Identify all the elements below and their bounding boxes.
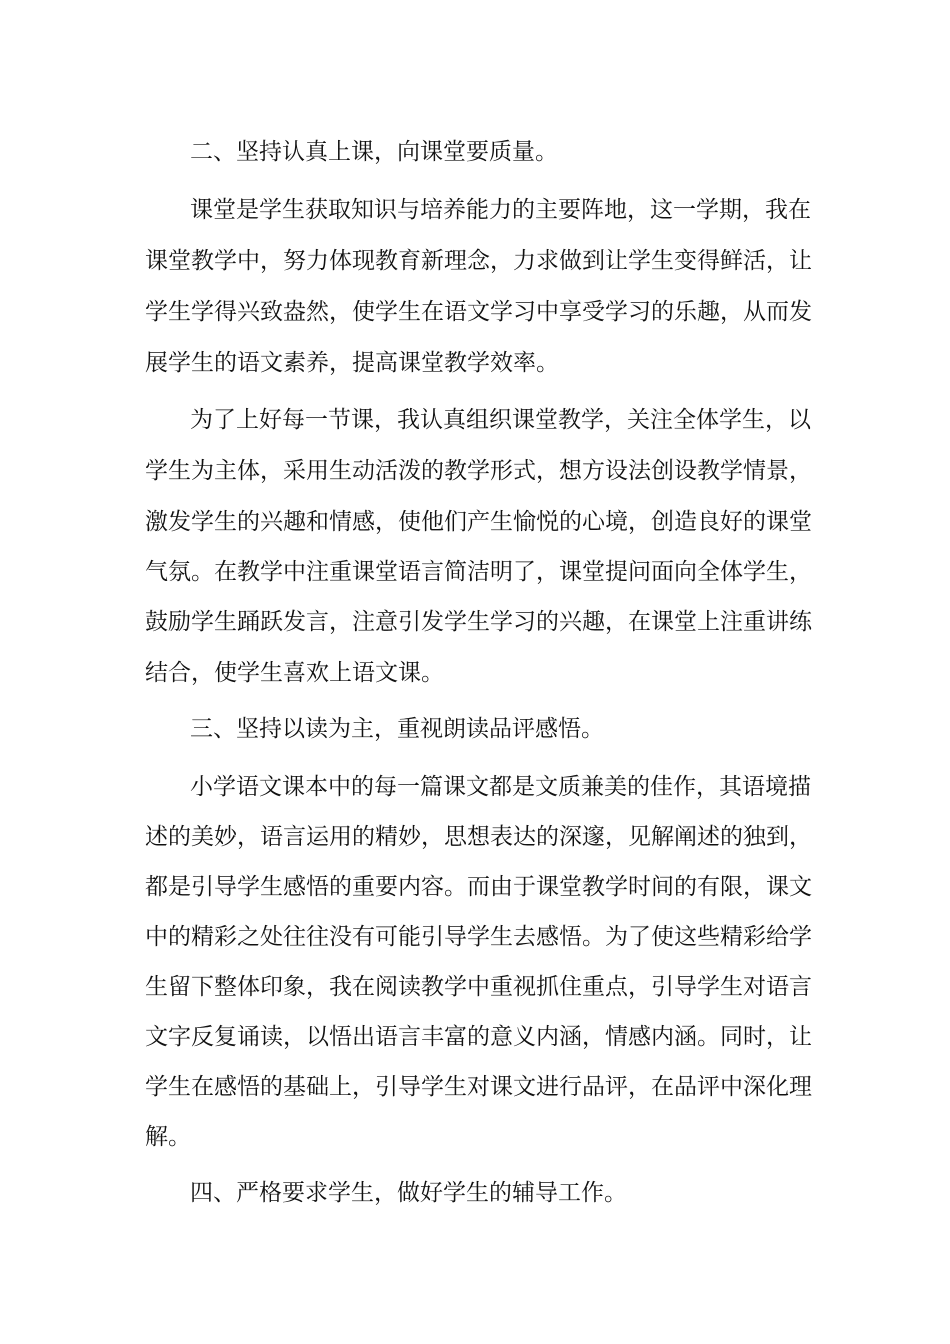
paragraph-line: 学生在感悟的基础上，引导学生对课文进行品评，在品评中深化理 <box>145 1074 812 1100</box>
paragraph-line: 气氛。在教学中注重课堂语言简洁明了，课堂提问面向全体学生， <box>145 559 812 585</box>
paragraph-line: 都是引导学生感悟的重要内容。而由于课堂教学时间的有限，课文 <box>145 874 812 900</box>
paragraph-line: 小学语文课本中的每一篇课文都是文质兼美的佳作，其语境描 <box>190 774 811 800</box>
heading-section-4: 四、严格要求学生，做好学生的辅导工作。 <box>190 1180 627 1206</box>
paragraph-line: 展学生的语文素养，提高课堂教学效率。 <box>145 350 559 376</box>
paragraph-line: 为了上好每一节课，我认真组织课堂教学，关注全体学生，以 <box>190 407 811 433</box>
paragraph-line: 学生为主体，采用生动活泼的教学形式，想方设法创设教学情景， <box>145 458 812 484</box>
paragraph-line: 述的美妙，语言运用的精妙，思想表达的深邃，见解阐述的独到， <box>145 824 812 850</box>
heading-section-3: 三、坚持以读为主，重视朗读品评感悟。 <box>190 716 604 742</box>
paragraph-line: 鼓励学生踊跃发言，注意引发学生学习的兴趣，在课堂上注重讲练 <box>145 609 812 635</box>
paragraph-line: 文字反复诵读，以悟出语言丰富的意义内涵，情感内涵。同时，让 <box>145 1024 812 1050</box>
paragraph-line: 中的精彩之处往往没有可能引导学生去感悟。为了使这些精彩给学 <box>145 924 812 950</box>
paragraph-line: 课堂教学中，努力体现教育新理念，力求做到让学生变得鲜活，让 <box>145 248 812 274</box>
paragraph-line: 激发学生的兴趣和情感，使他们产生愉悦的心境，创造良好的课堂 <box>145 509 812 535</box>
paragraph-line: 学生学得兴致盎然，使学生在语文学习中享受学习的乐趣，从而发 <box>145 299 812 325</box>
paragraph-line: 生留下整体印象，我在阅读教学中重视抓住重点，引导学生对语言 <box>145 974 812 1000</box>
paragraph-line: 解。 <box>145 1124 191 1150</box>
paragraph-line: 结合，使学生喜欢上语文课。 <box>145 660 444 686</box>
heading-section-2: 二、坚持认真上课，向课堂要质量。 <box>190 139 558 165</box>
paragraph-line: 课堂是学生获取知识与培养能力的主要阵地，这一学期，我在 <box>190 197 811 223</box>
